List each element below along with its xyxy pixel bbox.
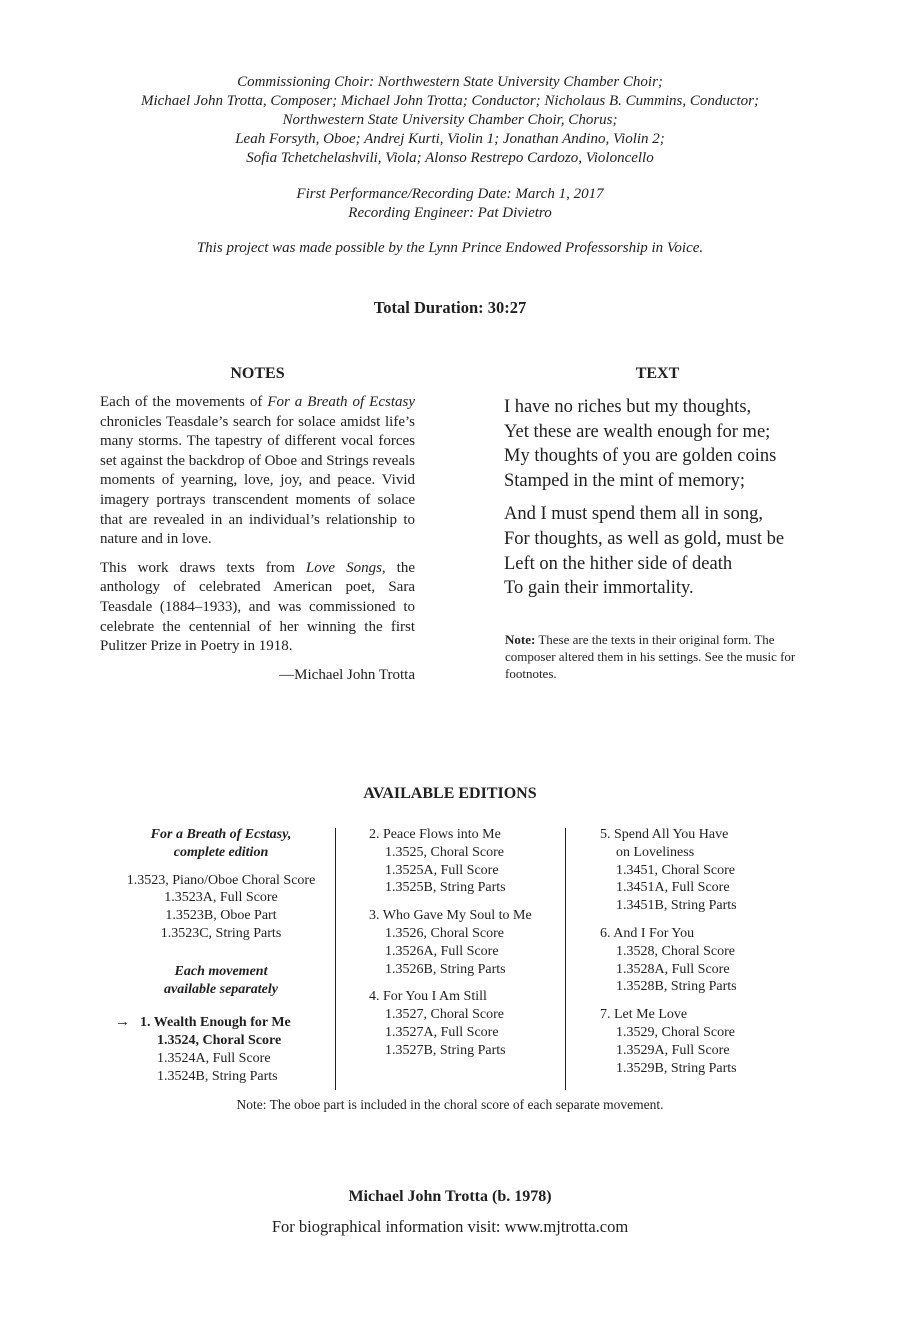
- movement-title: 1. Wealth Enough for Me: [140, 1015, 291, 1031]
- column-divider: [565, 828, 566, 1090]
- separate-movements-heading: Each movement: [174, 963, 268, 979]
- edition-item: 1.3523, Piano/Oboe Choral Score: [126, 872, 316, 888]
- separate-movements-heading: available separately: [164, 981, 278, 997]
- edition-item: 1.3528A, Full Score: [616, 961, 730, 977]
- text-title: TEXT: [635, 365, 680, 382]
- text-note-body: These are the texts in their original form. The composer altered them in his settings. See the music for footnotes.: [505, 632, 796, 681]
- edition-item: 1.3451, Choral Score: [616, 862, 735, 878]
- movement-4-editions: [369, 988, 532, 1059]
- poem-line: Left on the hither side of death: [504, 553, 733, 574]
- edition-item: 1.3527B, String Parts: [385, 1042, 506, 1058]
- credit-line: Sofia Tchetchelashvili, Viola; Alonso Restrepo Cardozo, Violoncello: [246, 150, 654, 166]
- movement-1-editions: [100, 1014, 342, 1085]
- edition-item: 1.3524, Choral Score: [157, 1033, 282, 1049]
- notes-text: This work draws texts from: [100, 559, 306, 576]
- movement-title: 5. Spend All You Have: [600, 827, 729, 842]
- poem-line: Stamped in the mint of memory;: [504, 470, 745, 491]
- column-divider: [335, 828, 336, 1090]
- poem-line: To gain their immortality.: [504, 578, 694, 599]
- notes-text: the anthology of celebrated American poet, Sara Teasdale (1884–1933), and was commissioned to celebrate the centennial of her winning the first Pulitzer Prize in Poetry in 1918.: [100, 559, 415, 655]
- edition-item: 1.3525B, String Parts: [385, 880, 506, 896]
- movement-6-editions: [600, 925, 737, 996]
- movement-title: 7. Let Me Love: [600, 1007, 688, 1023]
- edition-item: 1.3527A, Full Score: [385, 1024, 499, 1040]
- edition-item: 1.3451B, String Parts: [616, 898, 737, 914]
- credit-line: Commissioning Choir: Northwestern State University Chamber Choir;: [237, 74, 663, 90]
- performance-date: First Performance/Recording Date: March 1, 2017: [296, 186, 604, 202]
- edition-item: 1.3529A, Full Score: [616, 1042, 730, 1058]
- poem-stanza: [504, 502, 834, 600]
- edition-item: 1.3523A, Full Score: [164, 890, 278, 906]
- movement-2-editions: [369, 826, 532, 897]
- movement-title: 2. Peace Flows into Me: [369, 827, 501, 842]
- complete-edition-heading: complete edition: [173, 844, 269, 860]
- anthology-title: Love Songs,: [305, 559, 386, 576]
- arrow-right-icon: →: [115, 1014, 130, 1031]
- edition-item: 1.3528, Choral Score: [616, 943, 735, 959]
- movement-5-editions: [600, 826, 737, 915]
- editions-title: AVAILABLE EDITIONS: [363, 785, 537, 802]
- edition-item: 1.3523B, Oboe Part: [165, 908, 277, 924]
- poem-line: I have no riches but my thoughts,: [504, 397, 752, 417]
- edition-item: 1.3524A, Full Score: [157, 1050, 271, 1066]
- total-duration: Total Duration: 30:27: [373, 298, 527, 317]
- poem-line: For thoughts, as well as gold, must be: [504, 528, 785, 549]
- credit-line: Leah Forsyth, Oboe; Andrej Kurti, Violin 1; Jonathan Andino, Violin 2;: [235, 131, 665, 147]
- movement-7-editions: [600, 1006, 737, 1077]
- credits-block: [0, 73, 900, 258]
- editions-column-2: [369, 826, 532, 1070]
- notes-title: NOTES: [230, 365, 285, 382]
- editions-column-3: [600, 826, 737, 1087]
- poem-line: And I must spend them all in song,: [504, 504, 763, 525]
- notes-paragraph: [100, 393, 415, 550]
- edition-item: 1.3526, Choral Score: [385, 925, 504, 941]
- work-title: For a Breath of Ecstasy: [267, 394, 415, 410]
- poem-stanza: [504, 395, 834, 493]
- edition-item: 1.3525, Choral Score: [385, 844, 504, 860]
- edition-item: 1.3451A, Full Score: [616, 880, 730, 896]
- credit-line: Northwestern State University Chamber Choir, Chorus;: [282, 112, 618, 128]
- edition-item: 1.3526A, Full Score: [385, 943, 499, 959]
- bio-link-text[interactable]: For biographical information visit: www.mjtrotta.com: [271, 1217, 629, 1236]
- notes-body: [100, 393, 415, 694]
- funding-note: This project was made possible by the Lynn Prince Endowed Professorship in Voice.: [196, 240, 704, 256]
- editions-note: Note: The oboe part is included in the choral score of each separate movement.: [236, 1097, 664, 1112]
- text-note: [505, 631, 815, 682]
- edition-item: 1.3529B, String Parts: [616, 1060, 737, 1076]
- credit-line: Michael John Trotta, Composer; Michael John Trotta; Conductor; Nicholaus B. Cummins, Conductor;: [140, 93, 760, 109]
- complete-edition-heading: For a Breath of Ecstasy,: [150, 827, 292, 842]
- notes-text: chronicles Teasdale’s search for solace amidst life’s many storms. The tapestry of different vocal forces set against the backdrop of Oboe and Strings reveals moments of yearning, love, joy, and peace. Vivid imagery portrays transcendent moments of solace that are revealed in an individual’s relationship to nature and in love.: [100, 413, 415, 548]
- edition-item: 1.3524B, String Parts: [157, 1068, 278, 1084]
- composer-name: Michael John Trotta (b. 1978): [348, 1188, 552, 1205]
- poem: [504, 395, 834, 610]
- recording-engineer: Recording Engineer: Pat Divietro: [348, 205, 552, 221]
- text-note-label: Note:: [505, 632, 536, 647]
- edition-item: 1.3527, Choral Score: [385, 1007, 504, 1023]
- movement-title-continued: on Loveliness: [616, 844, 695, 860]
- movement-title: 3. Who Gave My Soul to Me: [369, 908, 532, 924]
- editions-column-complete: [100, 826, 342, 1086]
- notes-signature: —Michael John Trotta: [279, 666, 415, 683]
- edition-item: 1.3528B, String Parts: [616, 979, 737, 995]
- movement-title: 6. And I For You: [600, 925, 695, 941]
- edition-item: 1.3529, Choral Score: [616, 1024, 735, 1040]
- movement-title: 4. For You I Am Still: [369, 989, 487, 1005]
- notes-paragraph: [100, 559, 415, 657]
- edition-item: 1.3526B, String Parts: [385, 961, 506, 977]
- edition-item: 1.3525A, Full Score: [385, 862, 499, 878]
- movement-3-editions: [369, 907, 532, 978]
- poem-line: Yet these are wealth enough for me;: [504, 421, 771, 442]
- edition-item: 1.3523C, String Parts: [160, 925, 282, 941]
- poem-line: My thoughts of you are golden coins: [504, 446, 777, 467]
- notes-text: Each of the movements of: [100, 394, 268, 410]
